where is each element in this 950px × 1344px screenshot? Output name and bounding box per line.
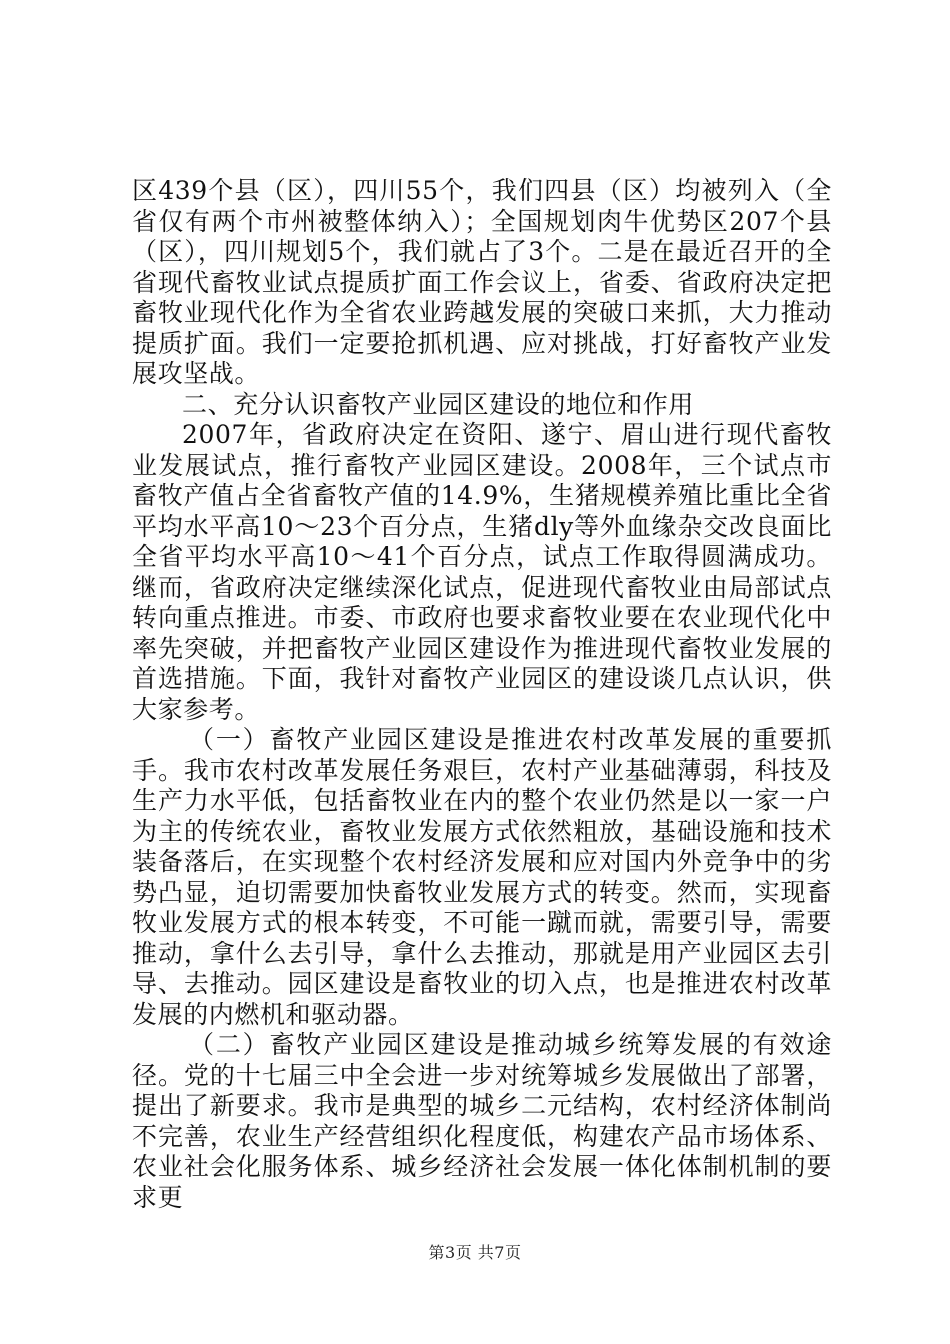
paragraph-point-two: （二）畜牧产业园区建设是推动城乡统筹发展的有效途径。党的十七届三中全会进一步对统筹城乡发展做出了部署，提出了新要求。我市是典型的城乡二元结构，农村经济体制尚不完善，农业生产经营组织化程度低，构建农产品市场体系、农业社会化服务体系、城乡经济社会发展一体化体制机制的要求更 xyxy=(132,1030,832,1212)
document-body xyxy=(132,176,832,1213)
paragraph-continuation: 区439个县（区），四川55个，我们四县（区）均被列入（全省仅有两个市州被整体纳入）；全国规划肉牛优势区207个县（区），四川规划5个，我们就占了3个。二是在最近召开的全省现代畜牧业试点提质扩面工作会议上，省委、省政府决定把畜牧业现代化作为全省农业跨越发展的突破口来抓，大力推动提质扩面。我们一定要抢抓机遇、应对挑战，打好畜牧产业发展攻坚战。 xyxy=(132,176,832,388)
paragraph-point-one: （一）畜牧产业园区建设是推进农村改革发展的重要抓手。我市农村改革发展任务艰巨，农村产业基础薄弱，科技及生产力水平低，包括畜牧业在内的整个农业仍然是以一家一户为主的传统农业，畜牧业发展方式依然粗放，基础设施和技术装备落后，在实现整个农村经济发展和应对国内外竞争中的劣势凸显，迫切需要加快畜牧业发展方式的转变。然而，实现畜牧业发展方式的根本转变，不可能一蹴而就，需要引导，需要推动，拿什么去引导，拿什么去推动，那就是用产业园区去引导、去推动。园区建设是畜牧业的切入点，也是推进农村改革发展的内燃机和驱动器。 xyxy=(132,725,832,1029)
section-heading: 二、充分认识畜牧产业园区建设的地位和作用 xyxy=(182,389,695,419)
paragraph-pilot-overview: 2007年，省政府决定在资阳、遂宁、眉山进行现代畜牧业发展试点，推行畜牧产业园区建设。2008年，三个试点市畜牧产值占全省畜牧产值的14.9%，生猪规模养殖比重比全省平均水平高10～23个百分点，生猪dly等外血缘杂交改良面比全省平均水平高10～41个百分点，试点工作取得圆满成功。继而，省政府决定继续深化试点，促进现代畜牧业由局部试点转向重点推进。市委、市政府也要求畜牧业要在农业现代化中率先突破，并把畜牧产业园区建设作为推进现代畜牧业发展的首选措施。下面，我针对畜牧产业园区的建设谈几点认识，供大家参考。 xyxy=(132,420,832,724)
page-footer: 第3页 共7页 xyxy=(428,1243,522,1262)
